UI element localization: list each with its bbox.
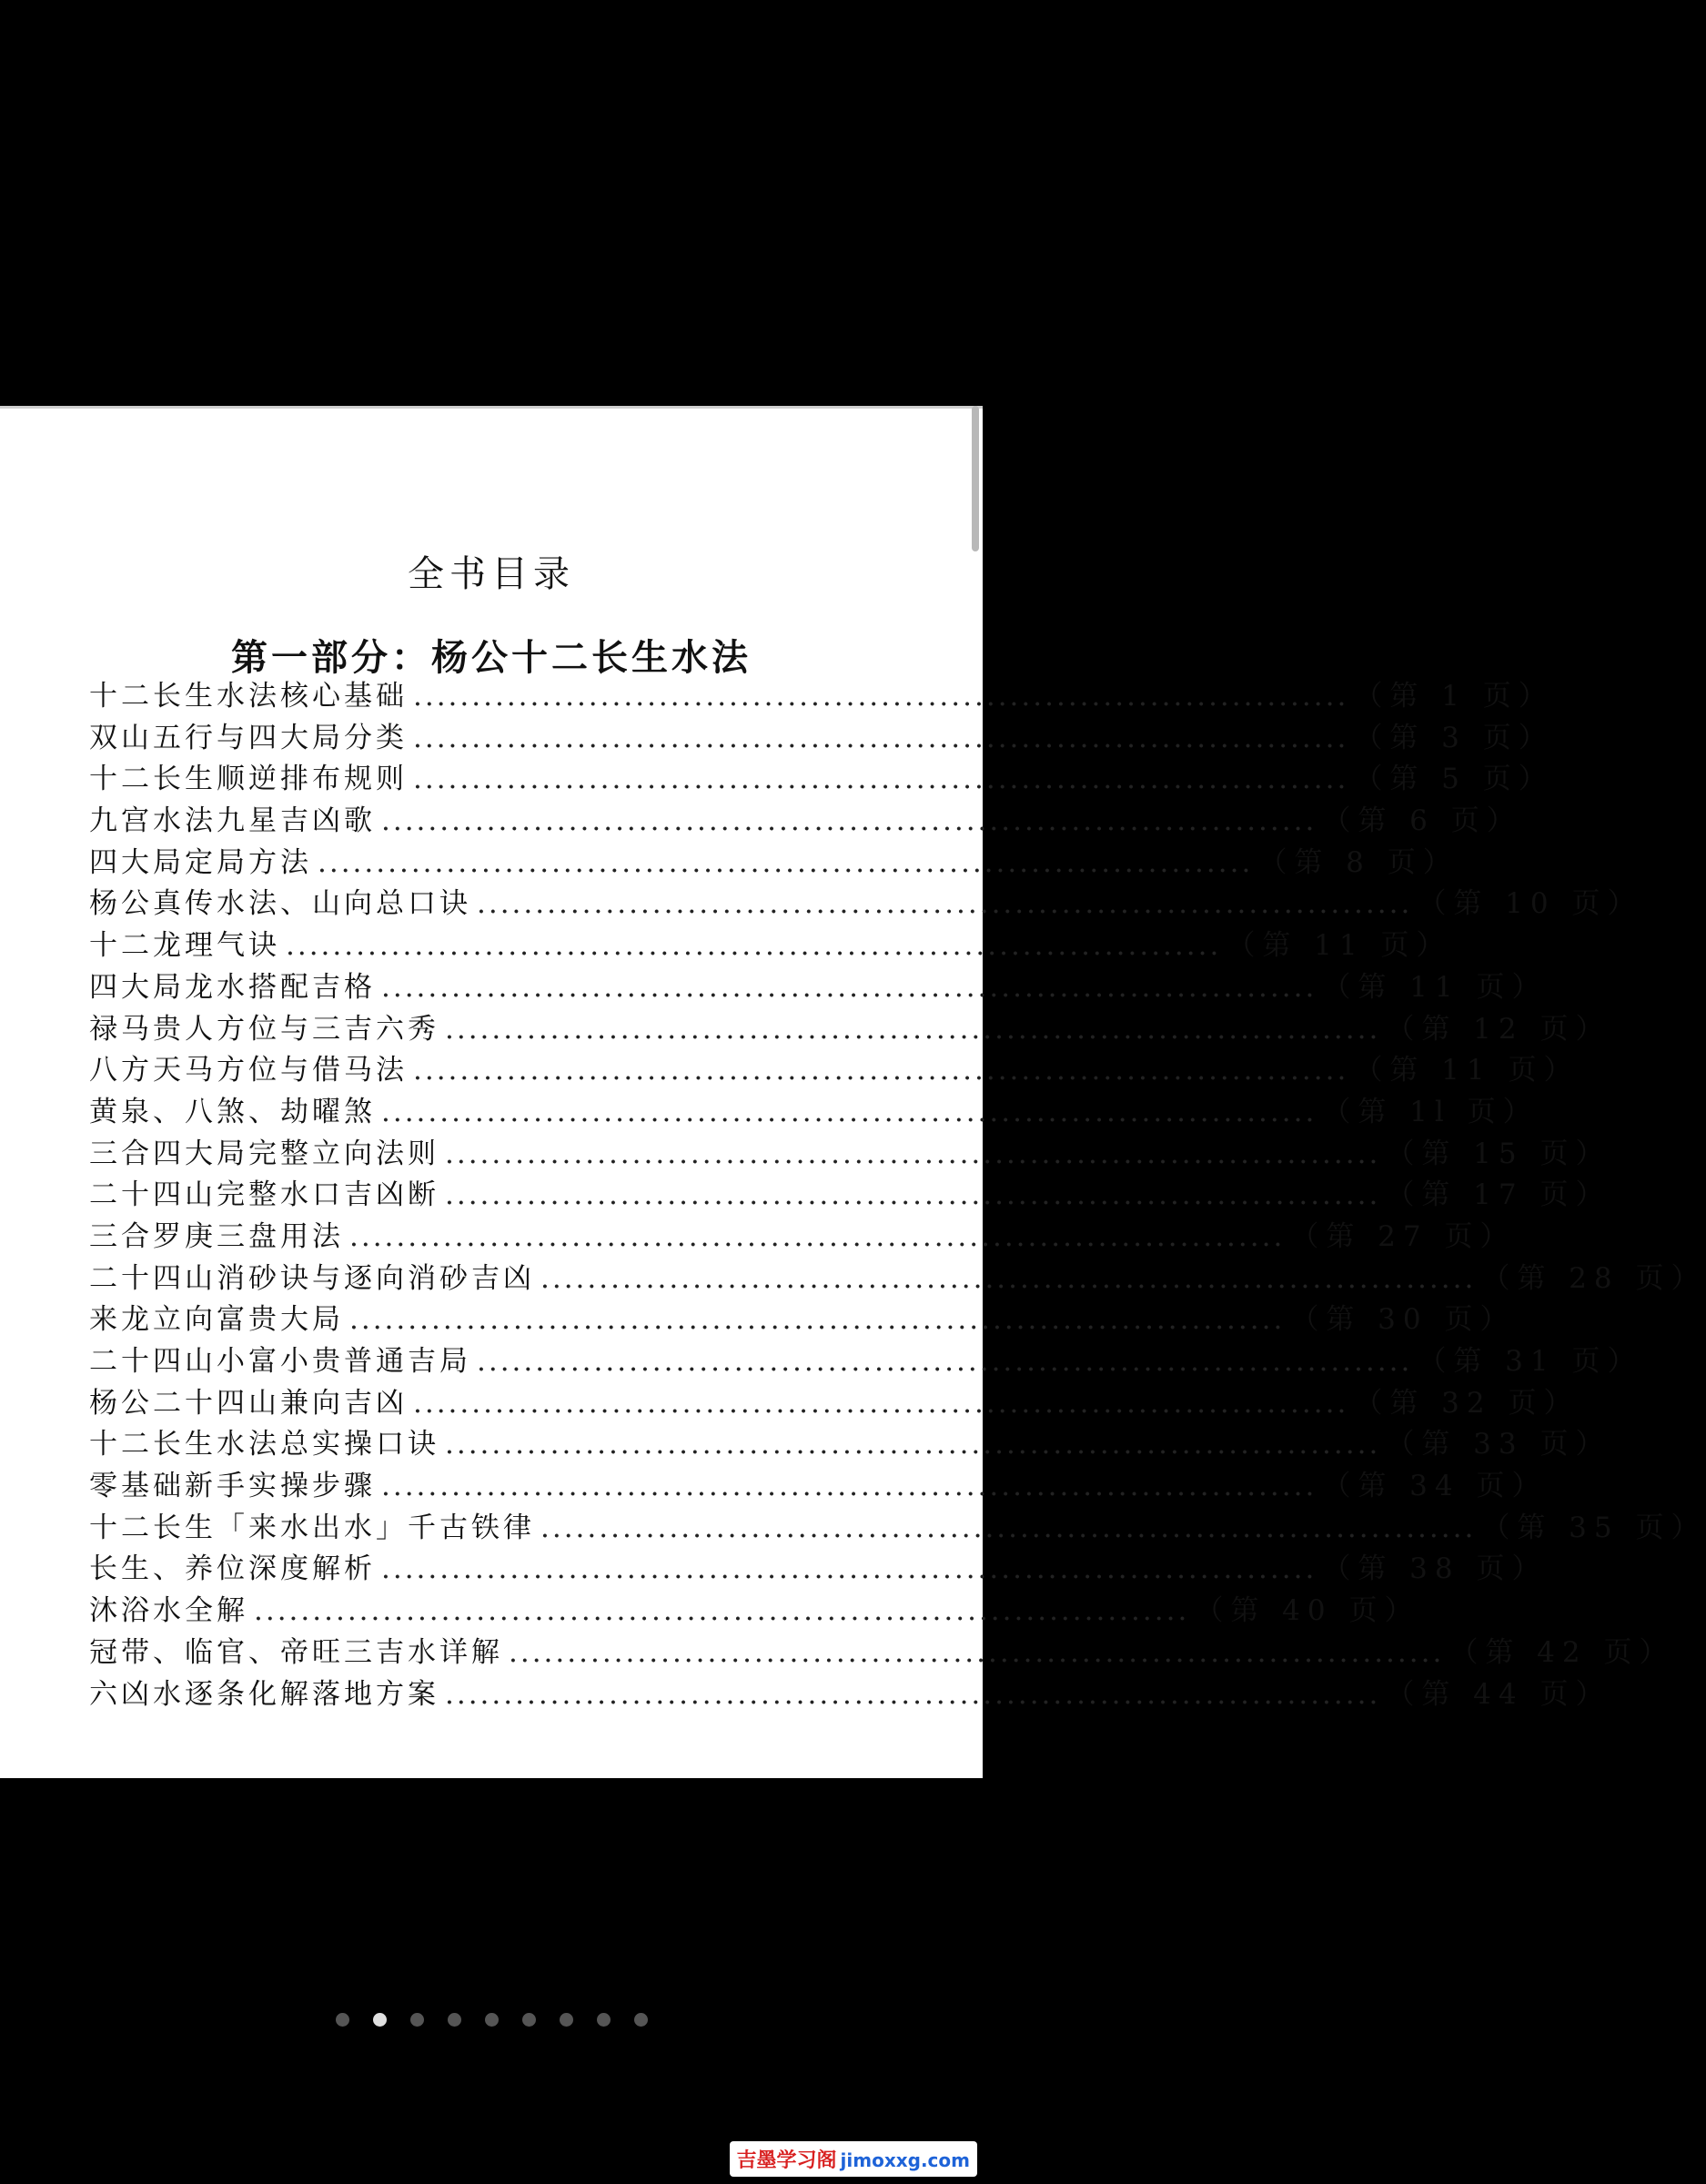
toc-leader-dots: ................................................................................ <box>381 1470 1317 1503</box>
toc-entry-title: 十二长生水法核心基础 <box>89 680 408 713</box>
toc-entry[interactable] <box>89 922 1452 964</box>
toc-leader-dots: ................................................................................ <box>349 1219 1286 1253</box>
toc-entry-title: 二十四山消砂诀与逐向消砂吉凶 <box>89 1261 535 1295</box>
toc-entry-title: 沐浴水全解 <box>89 1594 248 1628</box>
toc-entry-title: 四大局龙水搭配吉格 <box>89 970 376 1004</box>
toc-entry[interactable] <box>89 1629 1675 1671</box>
toc-entry-page: （第 11 页） <box>1354 1054 1580 1087</box>
toc-entry-title: 双山五行与四大局分类 <box>89 721 408 754</box>
toc-entry[interactable] <box>89 1421 1611 1462</box>
toc-entry-page: （第 11 页） <box>1227 929 1452 963</box>
page-dot[interactable] <box>336 2013 349 2027</box>
toc-entry-page: （第 40 页） <box>1195 1594 1420 1628</box>
toc-entry-page: （第 38 页） <box>1322 1552 1548 1586</box>
toc-entry-title: 冠带、临官、帝旺三吉水详解 <box>89 1635 503 1669</box>
toc-leader-dots: ................................................................................ <box>381 804 1317 838</box>
toc-entry[interactable] <box>89 1545 1548 1587</box>
toc-entry-page: （第 10 页） <box>1418 887 1643 921</box>
toc-entry-page: （第 33 页） <box>1386 1428 1611 1461</box>
page-dot[interactable] <box>634 2013 648 2027</box>
toc-leader-dots: ................................................................................ <box>445 1178 1381 1212</box>
toc-entry-title: 八方天马方位与借马法 <box>89 1054 408 1087</box>
toc-entry[interactable] <box>89 1088 1539 1130</box>
toc-entry[interactable] <box>89 714 1554 756</box>
toc-entry[interactable] <box>89 1046 1580 1088</box>
toc-entry[interactable] <box>89 1504 1706 1546</box>
page-dot[interactable] <box>410 2013 424 2027</box>
toc-entry-page: （第 1 页） <box>1354 680 1554 713</box>
scrollbar[interactable] <box>972 406 979 551</box>
toc-entry[interactable] <box>89 1213 1516 1255</box>
toc-leader-dots: ................................................................................ <box>445 1137 1381 1170</box>
toc-entry-page: （第 32 页） <box>1354 1386 1580 1420</box>
toc-leader-dots: ................................................................................ <box>445 1428 1381 1461</box>
toc-entry-page: （第 15 页） <box>1386 1137 1611 1170</box>
toc-entry-page: （第 11 页） <box>1322 970 1548 1004</box>
toc-leader-dots: ................................................................................ <box>381 1095 1317 1128</box>
watermark-en: jimoxxg.com <box>840 2149 970 2171</box>
toc-leader-dots: ................................................................................ <box>349 1303 1286 1337</box>
toc-entry-page: （第 31 页） <box>1418 1345 1643 1378</box>
toc-leader-dots: ................................................................................ <box>381 970 1317 1004</box>
document-page[interactable] <box>0 406 1706 1778</box>
toc-entry-title: 长生、养位深度解析 <box>89 1552 376 1586</box>
toc-entry[interactable] <box>89 755 1554 797</box>
watermark-cn: 吉墨学习阁 <box>736 2149 837 2172</box>
page-dot[interactable] <box>522 2013 536 2027</box>
page-indicator[interactable] <box>0 2013 983 2027</box>
table-of-contents <box>89 672 1706 1712</box>
toc-leader-dots: ................................................................................ <box>413 721 1349 754</box>
toc-entry-page: （第 42 页） <box>1449 1635 1675 1669</box>
toc-entry[interactable] <box>89 839 1459 881</box>
toc-entry-title: 二十四山小富小贵普通吉局 <box>89 1345 471 1378</box>
top-black-area <box>0 0 983 400</box>
toc-entry[interactable] <box>89 1338 1643 1380</box>
toc-entry-page: （第 35 页） <box>1481 1511 1706 1544</box>
toc-entry-page: （第 5 页） <box>1354 763 1554 796</box>
toc-entry-title: 十二长生「来水出水」千古铁律 <box>89 1511 535 1544</box>
toc-entry[interactable] <box>89 1462 1548 1504</box>
toc-entry-title: 三合四大局完整立向法则 <box>89 1137 439 1170</box>
toc-entry-page: （第 17 页） <box>1386 1178 1611 1212</box>
toc-entry-page: （第 30 页） <box>1290 1303 1516 1337</box>
toc-entry[interactable] <box>89 880 1643 922</box>
toc-entry-page: （第 6 页） <box>1322 804 1522 838</box>
toc-entry-title: 九宫水法九星吉凶歌 <box>89 804 376 838</box>
toc-entry-title: 十二长生顺逆排布规则 <box>89 763 408 796</box>
toc-entry-title: 来龙立向富贵大局 <box>89 1303 344 1337</box>
toc-leader-dots: ................................................................................ <box>286 929 1222 963</box>
toc-entry-title: 杨公二十四山兼向吉凶 <box>89 1386 408 1420</box>
toc-leader-dots: ................................................................................ <box>413 1054 1349 1087</box>
toc-leader-dots: ................................................................................ <box>540 1261 1477 1295</box>
toc-leader-dots: ................................................................................ <box>540 1511 1477 1544</box>
toc-entry[interactable] <box>89 1296 1516 1338</box>
toc-leader-dots: ................................................................................ <box>254 1594 1190 1628</box>
toc-entry-title: 杨公真传水法、山向总口诀 <box>89 887 471 921</box>
toc-leader-dots: ................................................................................ <box>413 763 1349 796</box>
toc-entry[interactable] <box>89 1130 1611 1172</box>
toc-entry-page: （第 44 页） <box>1386 1677 1611 1711</box>
toc-entry[interactable] <box>89 797 1522 839</box>
toc-entry-title: 黄泉、八煞、劫曜煞 <box>89 1095 376 1128</box>
toc-entry-title: 十二长生水法总实操口诀 <box>89 1428 439 1461</box>
bottom-black-area <box>0 1778 983 2184</box>
toc-entry-page: （第 12 页） <box>1386 1012 1611 1046</box>
toc-entry-page: （第 8 页） <box>1258 845 1459 879</box>
toc-leader-dots: ................................................................................ <box>445 1677 1381 1711</box>
page-dot[interactable] <box>448 2013 461 2027</box>
toc-entry[interactable] <box>89 672 1554 714</box>
toc-entry-title: 四大局定局方法 <box>89 845 312 879</box>
page-dot[interactable] <box>597 2013 611 2027</box>
toc-entry[interactable] <box>89 964 1548 1006</box>
toc-entry-page: （第 28 页） <box>1481 1261 1706 1295</box>
toc-entry-title: 三合罗庚三盘用法 <box>89 1219 344 1253</box>
toc-entry[interactable] <box>89 1587 1420 1629</box>
watermark <box>730 2141 977 2177</box>
toc-entry[interactable] <box>89 1006 1611 1047</box>
toc-leader-dots: ................................................................................ <box>318 845 1254 879</box>
toc-entry-page: （第 34 页） <box>1322 1470 1548 1503</box>
toc-leader-dots: ................................................................................ <box>381 1552 1317 1586</box>
toc-leader-dots: ................................................................................ <box>445 1012 1381 1046</box>
toc-leader-dots: ................................................................................ <box>509 1635 1445 1669</box>
page-dot[interactable] <box>485 2013 499 2027</box>
toc-entry-title: 十二龙理气诀 <box>89 929 280 963</box>
toc-entry-page: （第 27 页） <box>1290 1219 1516 1253</box>
toc-leader-dots: ................................................................................ <box>413 680 1349 713</box>
document-title: 全书目录 <box>408 553 575 595</box>
toc-entry[interactable] <box>89 1380 1580 1421</box>
toc-entry[interactable] <box>89 1171 1611 1213</box>
toc-entry-title: 禄马贵人方位与三吉六秀 <box>89 1012 439 1046</box>
toc-leader-dots: ................................................................................ <box>477 1345 1413 1378</box>
part-title: 第一部分：杨公十二长生水法 <box>231 636 752 679</box>
toc-leader-dots: ................................................................................ <box>477 887 1413 921</box>
page-dot-active[interactable] <box>373 2013 387 2027</box>
toc-entry-page: （第 3 页） <box>1354 721 1554 754</box>
page-dot[interactable] <box>560 2013 573 2027</box>
toc-leader-dots: ................................................................................ <box>413 1386 1349 1420</box>
toc-entry-title: 零基础新手实操步骤 <box>89 1470 376 1503</box>
toc-entry[interactable] <box>89 1255 1706 1297</box>
toc-entry-title: 二十四山完整水口吉凶断 <box>89 1178 439 1212</box>
toc-entry-page: （第 1l 页） <box>1322 1095 1539 1128</box>
toc-entry-title: 六凶水逐条化解落地方案 <box>89 1677 439 1711</box>
toc-entry[interactable] <box>89 1671 1611 1713</box>
